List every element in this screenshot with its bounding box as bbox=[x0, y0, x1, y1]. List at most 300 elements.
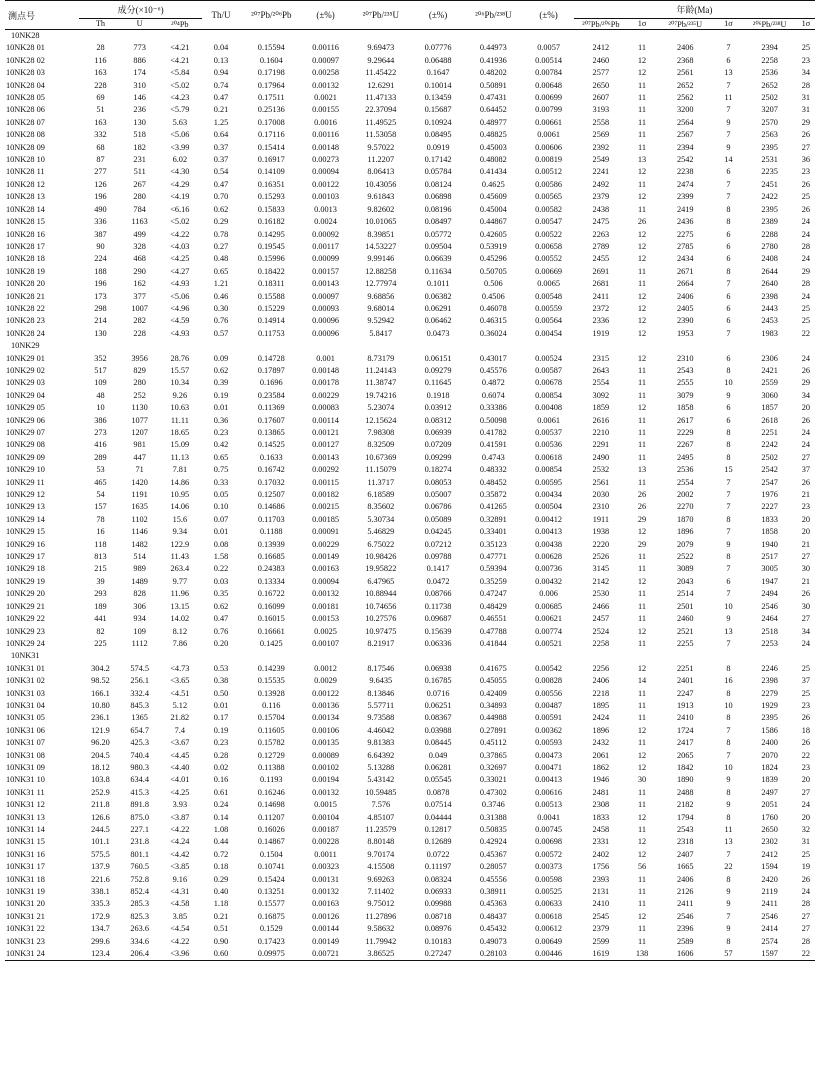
table-cell: 0.00094 bbox=[312, 167, 340, 177]
table-cell: 48 bbox=[96, 390, 105, 400]
table-cell: 0.0061 bbox=[537, 415, 561, 425]
table-row bbox=[5, 489, 815, 501]
table-row bbox=[5, 861, 815, 873]
spot-id-cell: 10NK29 22 bbox=[6, 614, 45, 624]
table-cell: 11 bbox=[638, 700, 647, 710]
table-cell: 25 bbox=[801, 303, 811, 313]
table-cell: 0.48429 bbox=[479, 601, 507, 611]
table-cell: 20 bbox=[801, 775, 811, 785]
table-cell: 0.46 bbox=[213, 291, 229, 301]
header-age-sigma-2: 1σ bbox=[714, 19, 742, 30]
table-cell: 9.6435 bbox=[369, 676, 393, 686]
table-cell: 9.16 bbox=[172, 874, 188, 884]
table-cell: 1586 bbox=[761, 725, 778, 735]
table-cell: 0.03 bbox=[213, 576, 229, 586]
table-cell: 12 bbox=[637, 55, 647, 65]
table-cell: 2288 bbox=[761, 229, 778, 239]
table-cell: 3060 bbox=[761, 390, 778, 400]
table-cell: 0.09988 bbox=[424, 899, 452, 909]
table-cell: 1859 bbox=[592, 403, 610, 413]
table-cell: 0.09975 bbox=[240, 948, 302, 961]
table-cell: 2421 bbox=[761, 365, 778, 375]
table-cell: 0.11197 bbox=[424, 862, 452, 872]
table-cell: 0.48437 bbox=[479, 911, 507, 921]
table-cell: 0.36 bbox=[213, 415, 229, 425]
spot-id-cell: 10NK31 10 bbox=[6, 775, 45, 785]
table-cell: 8.17546 bbox=[367, 663, 395, 673]
table-cell: 0.62 bbox=[213, 204, 229, 214]
table-cell: 11 bbox=[638, 887, 647, 897]
table-cell: 2079 bbox=[676, 539, 694, 549]
table-cell: 2229 bbox=[676, 428, 694, 437]
table-cell: 0.21 bbox=[213, 105, 229, 115]
table-cell: 12 bbox=[637, 229, 647, 239]
table-cell: 11 bbox=[638, 589, 647, 599]
spot-id-cell: 10NK29 19 bbox=[6, 576, 45, 586]
table-cell: 2119 bbox=[761, 887, 778, 897]
table-cell: 0.64452 bbox=[479, 105, 507, 115]
table-cell: 2531 bbox=[761, 155, 778, 165]
table-cell: 0.14525 bbox=[257, 440, 285, 450]
table-cell: 8 bbox=[726, 440, 731, 450]
table-cell: <6.16 bbox=[170, 204, 190, 214]
table-cell: 0.00572 bbox=[535, 849, 563, 859]
table-cell: 6 bbox=[726, 415, 731, 425]
table-cell: 0.43017 bbox=[479, 353, 507, 363]
table-cell: 0.65 bbox=[213, 266, 229, 276]
table-cell: <4.23 bbox=[170, 93, 190, 103]
header-age-pb206-u238: ²⁰⁶Pb/²³⁸U bbox=[743, 19, 797, 30]
table-cell: 9.73588 bbox=[367, 713, 395, 723]
table-cell: 0.27247 bbox=[413, 948, 463, 961]
table-cell: 0.00148 bbox=[312, 365, 340, 375]
table-cell: 6 bbox=[726, 303, 731, 313]
table-cell: 0.44 bbox=[213, 837, 229, 847]
table-cell: 2501 bbox=[676, 601, 694, 611]
table-cell: <3.87 bbox=[170, 812, 190, 822]
table-cell: 231.8 bbox=[130, 837, 149, 847]
table-cell: 0.17511 bbox=[257, 93, 285, 103]
table-cell: 0.35872 bbox=[479, 490, 507, 500]
table-cell: 2492 bbox=[592, 179, 610, 189]
table-cell: 2310 bbox=[676, 353, 694, 363]
table-cell: 5.46829 bbox=[367, 527, 395, 537]
table-cell: 231 bbox=[133, 155, 146, 165]
table-cell: 29 bbox=[801, 378, 811, 388]
table-cell: 24 bbox=[801, 353, 811, 363]
table-cell: 0.00148 bbox=[312, 142, 340, 152]
table-cell: 0.1504 bbox=[259, 849, 283, 859]
spot-id-cell: 10NK28 11 bbox=[6, 167, 45, 177]
table-cell: 0.07776 bbox=[424, 43, 452, 53]
spot-id-cell: 10NK29 02 bbox=[6, 365, 45, 375]
table-cell: 0.05007 bbox=[424, 490, 452, 500]
table-cell: 0.00699 bbox=[535, 93, 563, 103]
table-cell: 252 bbox=[133, 390, 146, 400]
table-cell: 11 bbox=[638, 477, 647, 487]
table-cell: 2420 bbox=[761, 874, 778, 884]
table-cell: 1976 bbox=[761, 490, 778, 500]
table-cell: <4.03 bbox=[170, 241, 190, 251]
table-cell: 36 bbox=[801, 155, 811, 165]
table-cell: 15.09 bbox=[170, 440, 190, 450]
table-cell: 0.16685 bbox=[257, 552, 285, 562]
spot-id-cell: 10NK28 02 bbox=[6, 55, 45, 65]
table-cell: 0.36024 bbox=[479, 328, 507, 338]
table-cell: 11.38747 bbox=[365, 378, 397, 388]
table-cell: 0.17032 bbox=[257, 477, 285, 487]
table-cell: 0.02 bbox=[213, 762, 229, 772]
table-row bbox=[5, 526, 815, 538]
table-cell: 0.15229 bbox=[257, 303, 285, 313]
table-cell: 0.00132 bbox=[312, 887, 340, 897]
table-cell: 2643 bbox=[592, 365, 610, 375]
table-cell: 29 bbox=[637, 539, 647, 549]
table-row bbox=[5, 898, 815, 910]
table-cell: 20 bbox=[801, 812, 811, 822]
table-cell: 0.06251 bbox=[424, 700, 452, 710]
table-cell: 0.08445 bbox=[424, 738, 452, 748]
table-cell: 11 bbox=[638, 117, 647, 127]
table-cell: 304.2 bbox=[91, 663, 110, 673]
table-cell: 1946 bbox=[592, 775, 610, 785]
table-cell: 121.9 bbox=[91, 725, 110, 735]
table-cell: 2789 bbox=[592, 241, 610, 251]
table-cell: 25 bbox=[801, 192, 811, 202]
table-cell: 2002 bbox=[676, 490, 694, 500]
table-cell: 6 bbox=[726, 229, 731, 239]
table-cell: 2681 bbox=[592, 279, 610, 289]
table-cell: 7.576 bbox=[371, 800, 391, 810]
table-cell: 2227 bbox=[761, 502, 778, 512]
table-cell: 0.00104 bbox=[312, 812, 340, 822]
table-cell: 0.32891 bbox=[479, 514, 507, 524]
table-cell: 2650 bbox=[592, 80, 610, 90]
table-cell: 0.07514 bbox=[424, 800, 452, 810]
table-cell: 2394 bbox=[761, 43, 778, 53]
table-cell: 0.00633 bbox=[535, 899, 563, 909]
table-cell: 0.09788 bbox=[424, 552, 452, 562]
table-cell: 1635 bbox=[131, 502, 148, 512]
table-cell: 2559 bbox=[761, 378, 778, 388]
table-cell: 2246 bbox=[761, 663, 778, 673]
table-cell: <3.99 bbox=[170, 142, 190, 152]
table-cell: 0.17 bbox=[213, 713, 229, 723]
table-cell: 0.049 bbox=[428, 750, 448, 760]
table-cell: 8 bbox=[726, 663, 731, 673]
table-cell: 6 bbox=[726, 55, 731, 65]
table-cell: 5.23074 bbox=[367, 403, 395, 413]
table-cell: 2607 bbox=[592, 93, 610, 103]
table-cell: <4.31 bbox=[170, 887, 190, 897]
table-cell: 0.14295 bbox=[257, 229, 285, 239]
table-cell: 10.63 bbox=[170, 403, 190, 413]
table-cell: 0.00552 bbox=[535, 254, 563, 264]
table-cell: 0.00131 bbox=[312, 874, 340, 884]
table-cell: 27 bbox=[801, 142, 811, 152]
spot-id-cell: 10NK28 10 bbox=[6, 155, 45, 165]
table-cell: 0.0011 bbox=[314, 849, 337, 859]
header-th-u: Th/U bbox=[202, 1, 240, 30]
table-cell: 0.10924 bbox=[424, 117, 452, 127]
table-cell: 0.45004 bbox=[479, 204, 507, 214]
table-cell: 0.18311 bbox=[257, 279, 285, 289]
table-cell: 2547 bbox=[761, 477, 778, 487]
table-cell: 157 bbox=[94, 502, 107, 512]
spot-id-cell: 10NK31 09 bbox=[6, 762, 45, 772]
table-cell: 2599 bbox=[592, 936, 610, 946]
header-error-2: (±%) bbox=[413, 1, 463, 30]
table-row bbox=[5, 638, 815, 650]
table-cell: 174 bbox=[133, 68, 146, 78]
header-error-1: (±%) bbox=[302, 1, 348, 30]
table-cell: 173 bbox=[94, 291, 107, 301]
table-cell: 0.07209 bbox=[424, 440, 452, 450]
table-cell: 2542 bbox=[676, 155, 694, 165]
table-cell: 0.0472 bbox=[426, 576, 450, 586]
table-cell: 2310 bbox=[592, 502, 610, 512]
table-cell: 0.48977 bbox=[479, 117, 507, 127]
table-cell: 1.18 bbox=[213, 899, 229, 909]
table-cell: 12 bbox=[637, 328, 647, 338]
table-cell: 6 bbox=[726, 353, 731, 363]
table-cell: 20 bbox=[801, 527, 811, 537]
table-cell: 2396 bbox=[676, 924, 694, 934]
table-cell: 0.1633 bbox=[259, 452, 283, 462]
table-cell: 196 bbox=[94, 192, 107, 202]
table-row bbox=[5, 42, 815, 54]
table-cell: 0.00678 bbox=[535, 378, 563, 388]
table-cell: 11.96 bbox=[170, 589, 190, 599]
table-cell: 0.28103 bbox=[463, 948, 523, 961]
table-cell: 784 bbox=[133, 204, 146, 214]
table-cell: 0.08367 bbox=[424, 713, 452, 723]
table-cell: 2785 bbox=[676, 241, 694, 251]
table-cell: 0.03988 bbox=[424, 725, 452, 735]
table-cell: 24 bbox=[801, 428, 811, 437]
table-cell: 2218 bbox=[592, 688, 610, 698]
table-cell: 0.24 bbox=[213, 800, 229, 810]
table-cell: 0.00587 bbox=[535, 365, 563, 375]
table-cell: 12 bbox=[637, 192, 647, 202]
table-cell: 0.0061 bbox=[537, 130, 561, 140]
table-cell: 282 bbox=[133, 316, 146, 326]
table-cell: 3.85 bbox=[172, 911, 188, 921]
spot-id-cell: 10NK28 12 bbox=[6, 179, 45, 189]
table-cell: 9.82602 bbox=[367, 204, 395, 214]
table-cell: 2251 bbox=[761, 428, 778, 437]
table-row bbox=[5, 303, 815, 315]
table-cell: 0.76 bbox=[213, 316, 229, 326]
table-cell: 13 bbox=[724, 68, 733, 78]
table-row bbox=[5, 315, 815, 327]
table-row bbox=[5, 812, 815, 824]
table-cell: 163 bbox=[94, 68, 107, 78]
table-cell: 7.86 bbox=[172, 638, 188, 648]
table-row bbox=[5, 291, 815, 303]
table-cell: 10 bbox=[724, 700, 733, 710]
table-cell: 1594 bbox=[761, 862, 778, 872]
table-cell: 26 bbox=[637, 217, 647, 227]
table-cell: 9.34 bbox=[172, 527, 188, 537]
table-cell: 0.47 bbox=[213, 179, 229, 189]
table-cell: 2270 bbox=[676, 502, 694, 512]
table-cell: 0.14239 bbox=[257, 663, 285, 673]
table-cell: 0.23584 bbox=[257, 390, 285, 400]
table-cell: 0.0065 bbox=[537, 279, 561, 289]
spot-id-cell: 10NK29 13 bbox=[6, 502, 45, 512]
table-cell: 828 bbox=[133, 589, 146, 599]
table-cell: 0.0029 bbox=[314, 676, 337, 686]
table-cell: 1947 bbox=[761, 576, 778, 586]
table-cell: 0.00721 bbox=[302, 948, 348, 961]
table-cell: 14.06 bbox=[170, 502, 190, 512]
table-cell: 10.80 bbox=[91, 700, 110, 710]
table-cell: 2460 bbox=[676, 614, 694, 624]
table-cell: 0.00155 bbox=[312, 105, 340, 115]
table-row bbox=[5, 712, 815, 724]
table-cell: 0.72 bbox=[213, 849, 229, 859]
table-cell: 0.10014 bbox=[424, 80, 452, 90]
table-cell: 0.0016 bbox=[314, 117, 337, 127]
table-cell: 1938 bbox=[592, 527, 610, 537]
table-cell: 306 bbox=[133, 601, 146, 611]
spot-id-cell: 10NK31 15 bbox=[6, 837, 45, 847]
table-cell: 2419 bbox=[676, 204, 694, 214]
table-cell: 0.08766 bbox=[424, 589, 452, 599]
table-cell: 0.00115 bbox=[312, 477, 339, 487]
table-cell: <4.59 bbox=[170, 316, 190, 326]
table-cell: 2502 bbox=[761, 93, 778, 103]
table-cell: 12 bbox=[637, 837, 647, 847]
table-cell: 0.14914 bbox=[257, 316, 285, 326]
spot-id-cell: 10NK29 14 bbox=[6, 514, 45, 524]
table-cell: 12 bbox=[637, 762, 647, 772]
table-body bbox=[5, 30, 815, 961]
table-cell: 0.16246 bbox=[257, 787, 285, 797]
table-cell: 13 bbox=[637, 465, 647, 475]
table-cell: 0.12729 bbox=[257, 750, 285, 760]
table-cell: 236 bbox=[133, 105, 146, 115]
table-cell: 0.35 bbox=[213, 589, 229, 599]
table-cell: 146 bbox=[133, 93, 146, 103]
table-row bbox=[5, 836, 815, 848]
table-cell: 1130 bbox=[131, 403, 148, 413]
table-cell: 2402 bbox=[592, 849, 610, 859]
table-cell: 0.27891 bbox=[479, 725, 507, 735]
table-cell: 25 bbox=[801, 849, 811, 859]
spot-id-cell: 10NK31 20 bbox=[6, 899, 45, 909]
table-cell: 2451 bbox=[761, 179, 778, 189]
table-cell: 2131 bbox=[592, 887, 610, 897]
table-cell: 0.08053 bbox=[424, 477, 452, 487]
table-cell: 7 bbox=[726, 750, 731, 760]
table-cell: 0.50705 bbox=[479, 266, 507, 276]
table-cell: 2497 bbox=[761, 787, 778, 797]
table-cell: 1619 bbox=[574, 948, 628, 961]
table-cell: 2412 bbox=[592, 43, 610, 53]
table-row bbox=[5, 253, 815, 265]
spot-id-cell: 10NK31 17 bbox=[6, 862, 45, 872]
table-cell: 2561 bbox=[592, 477, 610, 487]
table-cell: 0.04 bbox=[213, 43, 229, 53]
table-cell: 30 bbox=[801, 601, 811, 611]
table-cell: 1.21 bbox=[213, 279, 229, 289]
table-cell: 1858 bbox=[676, 403, 694, 413]
table-cell: 980.3 bbox=[130, 762, 149, 772]
table-cell: 2126 bbox=[676, 887, 694, 897]
table-cell: 2650 bbox=[761, 825, 778, 834]
table-cell: 2558 bbox=[592, 117, 610, 127]
table-cell: 0.00094 bbox=[312, 576, 340, 586]
table-cell: 280 bbox=[133, 192, 146, 202]
table-cell: 11 bbox=[638, 787, 647, 797]
table-cell: 162 bbox=[133, 279, 146, 289]
table-cell: 0.03912 bbox=[424, 403, 452, 413]
spot-id-cell: 10NK29 04 bbox=[6, 390, 45, 400]
table-cell: 7 bbox=[726, 490, 731, 500]
table-cell: 7 bbox=[726, 849, 731, 859]
table-cell: 166.1 bbox=[91, 688, 110, 698]
spot-id-cell: 10NK29 23 bbox=[6, 626, 45, 636]
table-row bbox=[5, 576, 815, 588]
table-cell: 0.00116 bbox=[312, 43, 339, 53]
table-cell: 78 bbox=[96, 514, 105, 524]
table-cell: 11 bbox=[638, 415, 647, 425]
table-cell: 2247 bbox=[676, 688, 694, 698]
table-cell: 0.06336 bbox=[424, 638, 452, 648]
table-cell: 1597 bbox=[743, 948, 797, 961]
table-cell: 0.4625 bbox=[481, 179, 505, 189]
table-cell: 11.2207 bbox=[367, 155, 395, 165]
table-cell: 465 bbox=[94, 477, 107, 487]
table-cell: 0.62 bbox=[213, 601, 229, 611]
table-cell: 0.74 bbox=[213, 80, 229, 90]
table-row bbox=[5, 886, 815, 898]
table-cell: 9.70174 bbox=[367, 849, 395, 859]
table-cell: 0.4743 bbox=[481, 452, 505, 462]
table-cell: 0.15996 bbox=[257, 254, 285, 264]
table-cell: 12 bbox=[637, 626, 647, 636]
table-cell: 2395 bbox=[761, 204, 778, 214]
zircon-u-pb-data-table bbox=[5, 0, 815, 961]
table-cell: 12 bbox=[637, 812, 647, 822]
table-cell: 68 bbox=[96, 142, 105, 152]
table-cell: 9.99146 bbox=[367, 254, 395, 264]
table-row bbox=[5, 688, 815, 700]
spot-id-cell: 10NK31 02 bbox=[6, 676, 45, 686]
table-cell: 11 bbox=[638, 713, 647, 723]
table-cell: 2536 bbox=[676, 465, 694, 475]
header-u: U bbox=[122, 19, 158, 30]
table-cell: 12 bbox=[637, 403, 647, 413]
table-cell: 1207 bbox=[131, 428, 148, 437]
table-cell: 8 bbox=[726, 428, 731, 437]
table-cell: 8.21917 bbox=[367, 638, 395, 648]
table-cell: 310 bbox=[133, 80, 146, 90]
spot-id-cell: 10NK29 12 bbox=[6, 490, 45, 500]
table-cell: 0.47431 bbox=[479, 93, 507, 103]
table-cell: 7 bbox=[726, 589, 731, 599]
table-cell: 0.00547 bbox=[535, 217, 563, 227]
table-row bbox=[5, 849, 815, 861]
table-row bbox=[5, 936, 815, 948]
spot-id-cell: 10NK31 16 bbox=[6, 849, 45, 859]
table-cell: 0.00143 bbox=[312, 279, 340, 289]
spot-id-cell: 10NK28 15 bbox=[6, 217, 45, 227]
table-cell: 0.07212 bbox=[424, 539, 452, 549]
table-cell: 0.09279 bbox=[424, 365, 452, 375]
